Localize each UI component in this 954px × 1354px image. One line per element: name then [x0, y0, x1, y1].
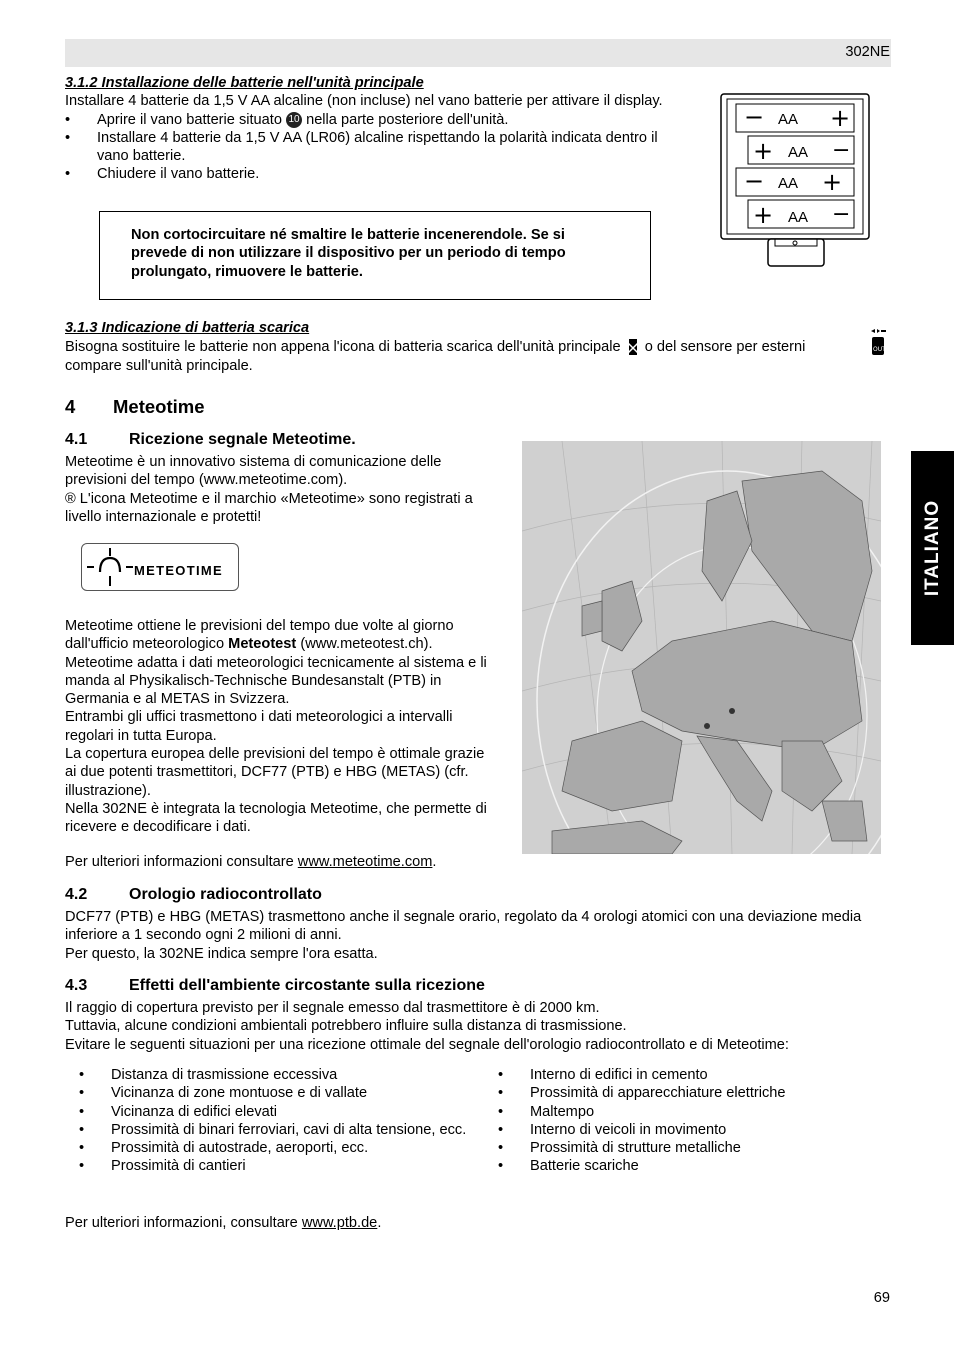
battery-label: AA	[788, 209, 809, 226]
list-item: • Distanza di trasmissione eccessiva	[79, 1067, 338, 1083]
svg-text:+: +	[830, 104, 851, 132]
svg-text:+: +	[753, 137, 774, 165]
section-title: 3.1.3 Indicazione di batteria scarica	[65, 320, 310, 336]
section-intro: Installare 4 batterie da 1,5 V AA alcaline (non incluse) nel vano batterie per attivare il display.	[65, 93, 663, 110]
chapter-4-heading: 4 Meteotime	[65, 396, 205, 417]
list-item: • Interno di veicoli in movimento	[498, 1121, 727, 1138]
svg-text:−: −	[744, 103, 765, 131]
svg-text:+: +	[753, 201, 774, 229]
header-bar	[65, 39, 891, 67]
battery-3	[736, 167, 854, 196]
section-title: 3.1.2 Installazione delle batterie nell'unità principale	[65, 75, 424, 91]
bullet: •	[65, 111, 71, 128]
list-item: • Maltempo	[498, 1103, 595, 1120]
meteotime-more-info: Per ulteriori informazioni consultare www.meteotime.com.	[65, 854, 437, 870]
list-item: • Prossimità di apparecchiature elettriche	[498, 1085, 786, 1102]
section-4-2-heading: 4.2 Orologio radiocontrollato	[65, 886, 322, 903]
list-item: • Vicinanza di edifici elevati	[79, 1103, 278, 1120]
page-number: 69	[873, 1290, 890, 1306]
ptb-link[interactable]: www.ptb.de	[301, 1215, 378, 1231]
section-3-1-2	[65, 74, 675, 184]
low-battery-icon	[625, 337, 641, 357]
meteotime-logo-text: METEOTIME	[134, 563, 223, 578]
conditions-list-left	[65, 1066, 485, 1176]
section-4-1-body: Meteotime ottiene le previsioni del tempo due volte al giorno dall'ufficio meteorologico Meteotest (www.meteotest.ch). Meteotime adatta i dati meteorologici tecnicamente al sistema e li manda al Physikalisch-Technische Bundesanstalt (PTB) in Germania e al METAS in Svizzera. Entrambi gli uffici trasmettono i dati meteorologici a intervalli regolari in tutta Europa. La copertura europea delle previsioni del tempo è ottimale grazie ai due potenti trasmettitori, DCF77 (PTB) e HBG (METAS) (cfr. illustrazione). Nella 302NE è integrata la tecnologia Meteotime, che permette di ricevere e decodificare i dati.	[65, 618, 487, 836]
outdoor-sensor-battery-icon	[868, 327, 888, 357]
conditions-list-right	[484, 1066, 884, 1176]
list-item: • Installare 4 batterie da 1,5 V AA (LR06) alcaline rispettando la polarità indicata dentro il vano batterie.	[65, 129, 658, 165]
list-item: • Prossimità di cantieri	[79, 1158, 246, 1175]
svg-text:−: −	[832, 202, 851, 227]
meteotime-logo-icon	[86, 544, 136, 590]
model-number: 302NE	[845, 44, 890, 60]
list-item: • Vicinanza di zone montuose e di vallate	[79, 1085, 368, 1102]
battery-label: AA	[788, 144, 809, 161]
section-3-1-3: 3.1.3 Indicazione di batteria scarica Bisogna sostituire le batterie non appena l'icona di batteria scarica dell'unità principale o del sensore per esterni compare sull'unità principale.	[65, 319, 891, 376]
list-item: • Prossimità di autostrade, aeroporti, ecc.	[79, 1140, 369, 1157]
warning-box	[99, 211, 651, 300]
section-4-1-heading: 4.1 Ricezione segnale Meteotime.	[65, 431, 356, 448]
section-4-3-body: Il raggio di copertura previsto per il segnale emesso dal trasmettitore è di 2000 km. Tuttavia, alcune condizioni ambientali potrebbero influire sulla distanza di trasmissione. Evitare le seguenti situazioni per una ricezione ottimale del segnale dell'orologio radiocontrollato e di Meteotime:	[65, 1000, 789, 1053]
battery-label: AA	[778, 111, 799, 128]
section-text: Bisogna sostituire le batterie non appena l'icona di batteria scarica dell'unità principale o del sensore per esterni	[65, 337, 891, 357]
warning-text: Non cortocircuitare né smaltire le batterie incenerendole. Se si prevede di non utilizzare il dispositivo per un periodo di tempo prolungato, rimuovere le batterie.	[131, 227, 566, 280]
number-10-icon: 10	[286, 112, 302, 128]
list-item: • Chiudere il vano batterie.	[65, 166, 260, 183]
svg-text:+: +	[822, 168, 843, 196]
list-item: • Prossimità di binari ferroviari, cavi di alta tensione, ecc.	[79, 1121, 467, 1138]
section-4-1-intro: Meteotime è un innovativo sistema di comunicazione delle previsioni del tempo (www.meteotime.com). ® L'icona Meteotime e il marchio «Meteotime» sono registrati a livello internazionale e protetti!	[65, 454, 473, 525]
battery-1	[736, 103, 854, 132]
list-item: • Batterie scariche	[498, 1158, 639, 1175]
europe-coverage-map	[522, 441, 881, 854]
list-item: • Aprire il vano batterie situato 10 nella parte posteriore dell'unità.	[65, 111, 509, 128]
svg-text:−: −	[744, 167, 765, 195]
battery-2	[748, 136, 854, 165]
language-tab-label: ITALIANO	[921, 499, 943, 597]
out-label: OUT	[873, 346, 886, 353]
battery-label: AA	[778, 175, 799, 192]
section-4-2-body: DCF77 (PTB) e HBG (METAS) trasmettono anche il segnale orario, regolato da 4 orologi atomici con una deviazione media inferiore a 1 secondo ogni 2 milioni di anni. Per questo, la 302NE indica sempre l'ora esatta.	[65, 909, 862, 962]
section-4-3-heading: 4.3 Effetti dell'ambiente circostante sulla ricezione	[65, 977, 485, 994]
svg-text:−: −	[832, 138, 851, 163]
ptb-more-info: Per ulteriori informazioni, consultare www.ptb.de.	[65, 1215, 382, 1231]
list-item: • Prossimità di strutture metalliche	[498, 1140, 741, 1157]
language-tab	[911, 451, 954, 645]
meteotime-link[interactable]: www.meteotime.com	[297, 854, 433, 870]
battery-4	[748, 200, 854, 229]
list-item: • Interno di edifici in cemento	[498, 1067, 708, 1083]
meteotime-logo	[81, 543, 239, 591]
battery-compartment-illustration	[720, 92, 872, 270]
